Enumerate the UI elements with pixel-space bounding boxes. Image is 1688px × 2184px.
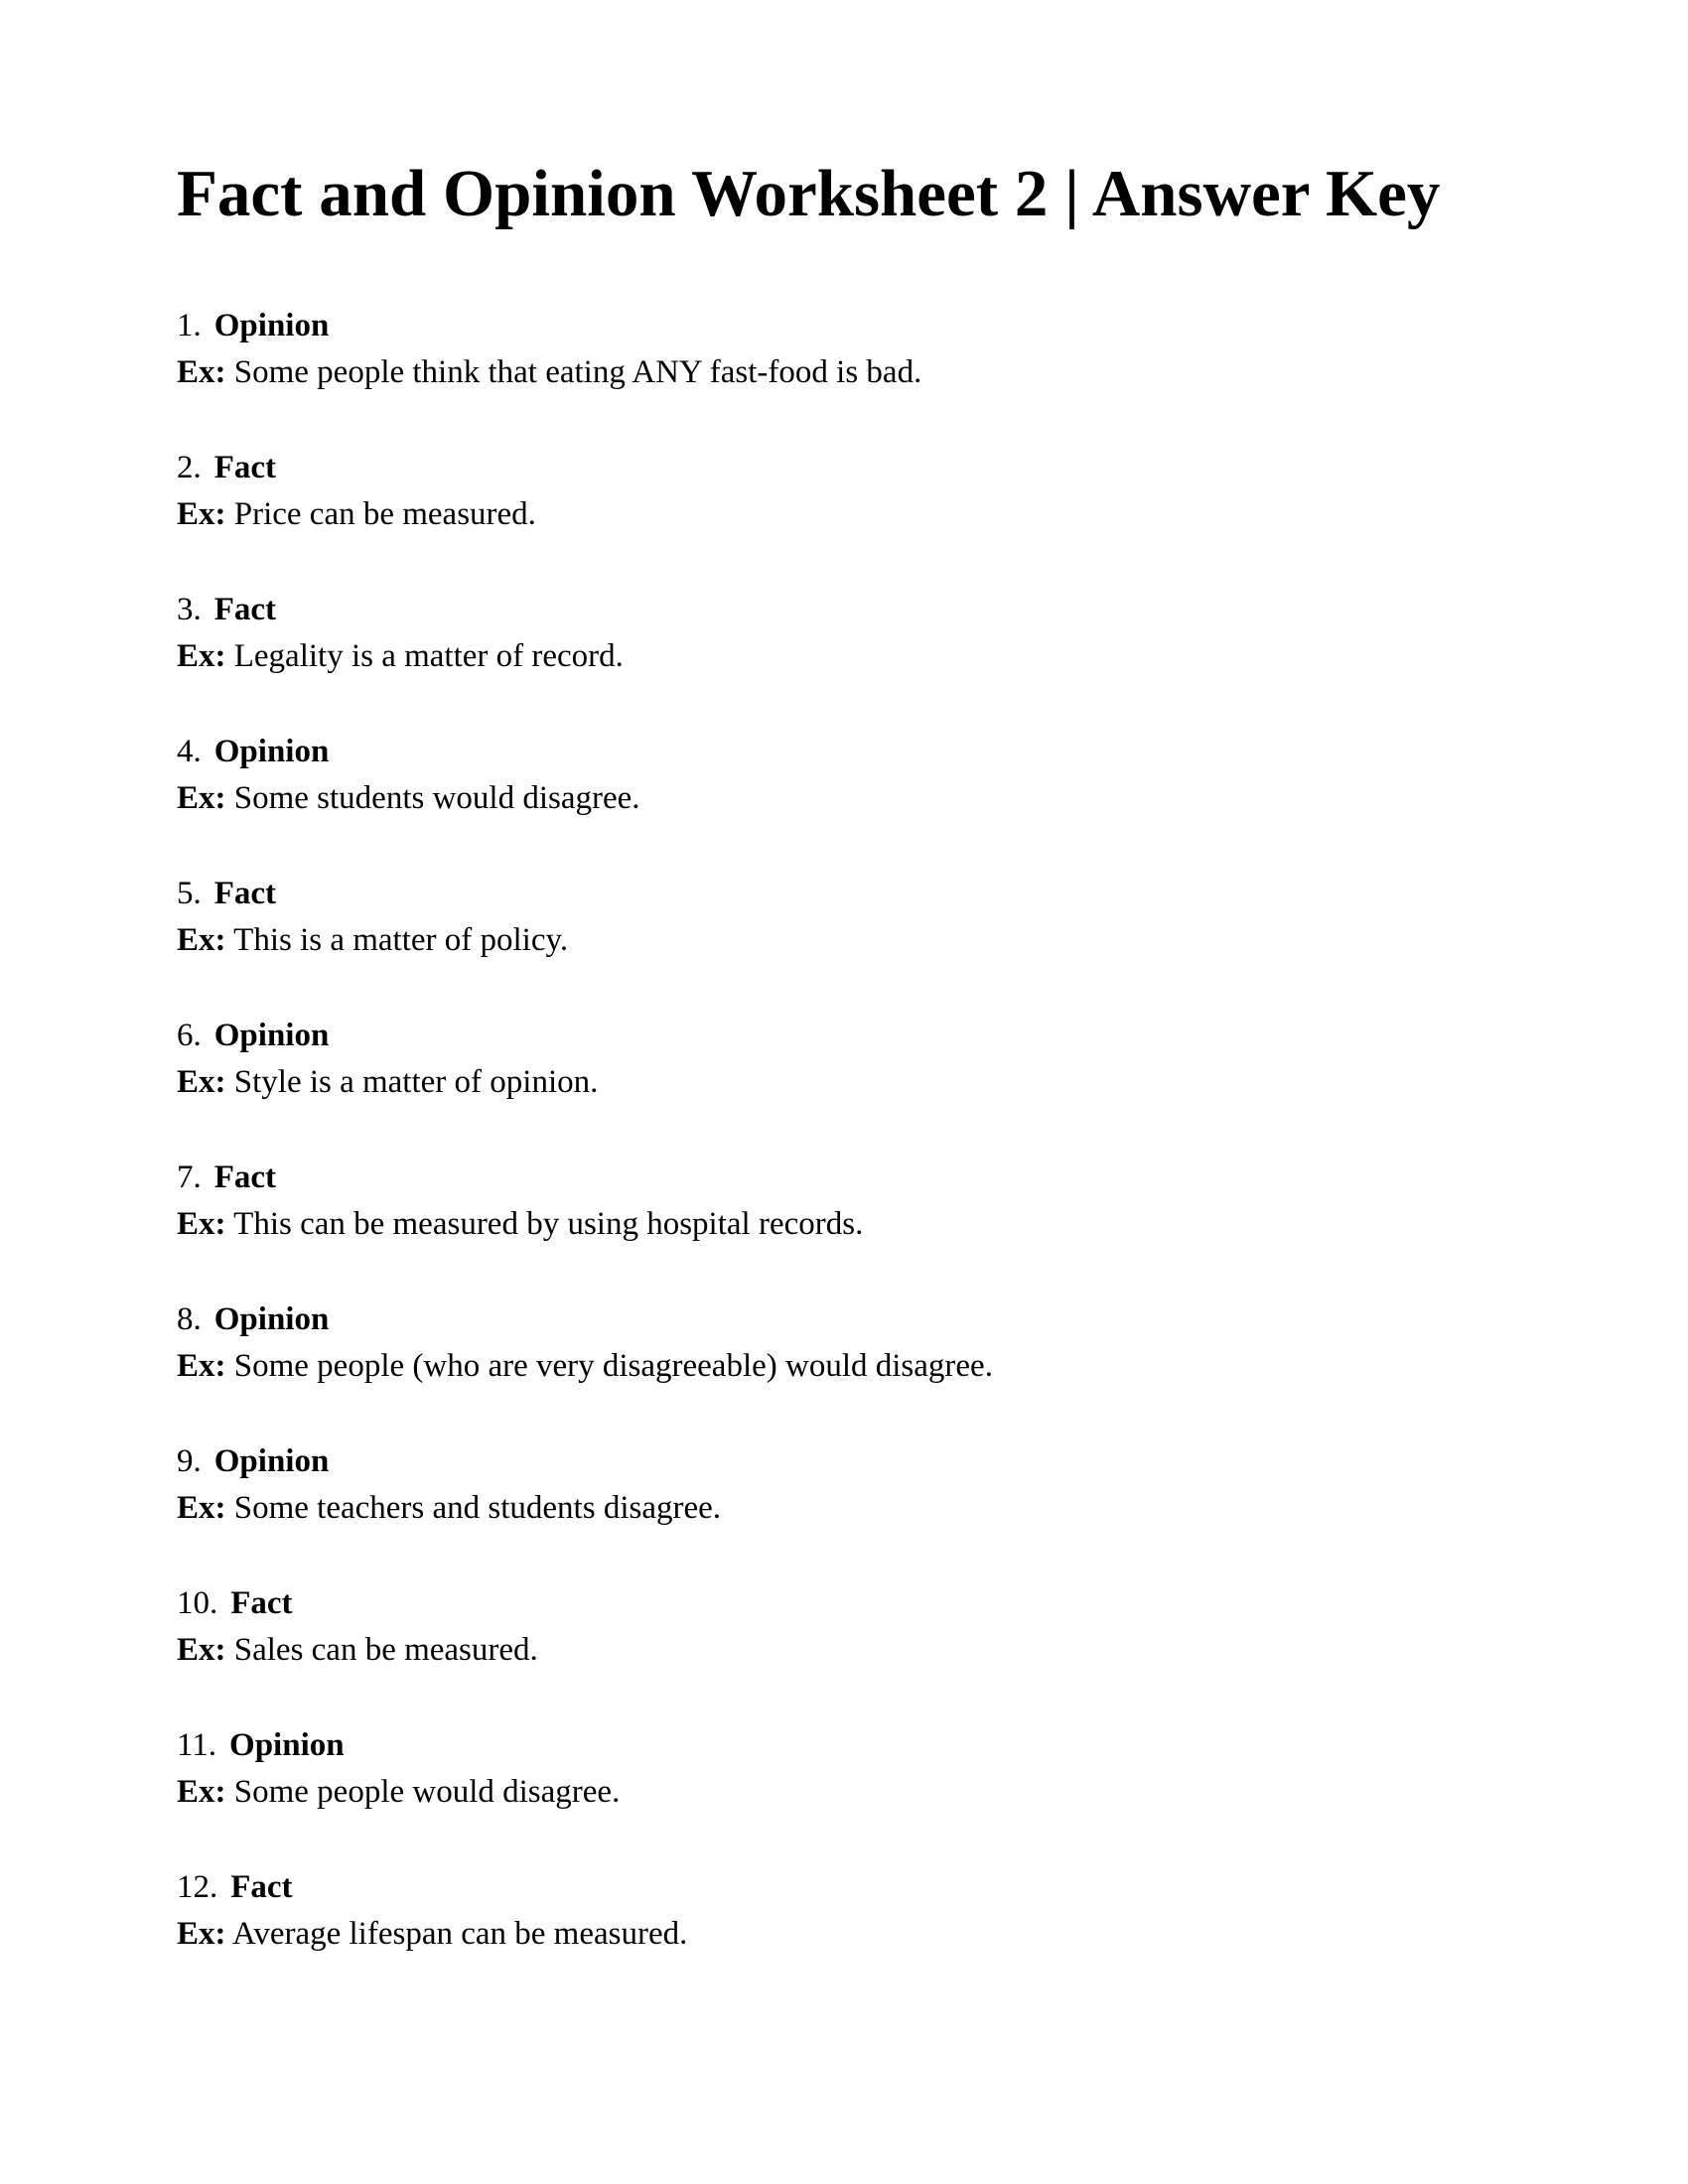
example-text: Sales can be measured. [233,1632,538,1669]
example-text: Some students would disagree. [233,780,640,817]
answer-label: Fact [213,1160,277,1196]
item-number: 4. [177,734,202,770]
item-number: 8. [177,1301,202,1338]
answer-item [177,1722,1569,1816]
item-heading [177,1155,1569,1201]
ex-label: Ex: [177,1632,226,1669]
example-text: This is a matter of policy. [233,922,569,959]
answer-item [177,871,1569,964]
item-example [177,1911,1569,1958]
item-example [177,917,1569,964]
item-heading [177,1297,1569,1343]
item-heading [177,1722,1569,1769]
example-text: Some people would disagree. [233,1774,621,1811]
answer-label: Opinion [213,1301,330,1338]
item-heading [177,1580,1569,1627]
answer-label: Opinion [213,1018,330,1054]
ex-label: Ex: [177,1490,226,1527]
item-heading [177,1013,1569,1059]
ex-label: Ex: [177,780,226,817]
answer-label: Fact [213,876,277,912]
item-example [177,1059,1569,1106]
answer-item [177,1438,1569,1532]
example-text: Average lifespan can be measured. [231,1916,688,1953]
example-text: This can be measured by using hospital records. [233,1206,864,1243]
ex-label: Ex: [177,922,226,959]
page-title: Fact and Opinion Worksheet 2 | Answer Key [177,157,1441,230]
answer-item [177,1013,1569,1106]
item-example [177,633,1569,680]
answer-label: Opinion [229,1727,345,1764]
item-heading [177,587,1569,633]
example-text: Some people (who are very disagreeable) would disagree. [233,1348,993,1385]
answer-item [177,445,1569,538]
ex-label: Ex: [177,354,226,391]
example-text: Legality is a matter of record. [233,638,624,675]
answer-label: Fact [213,592,277,628]
answer-item [177,587,1569,680]
answer-item [177,1580,1569,1674]
item-number: 1. [177,308,202,344]
answer-label: Fact [213,450,277,486]
item-number: 3. [177,592,202,628]
item-example [177,491,1569,538]
answer-label: Opinion [213,734,330,770]
item-heading [177,445,1569,491]
answer-item [177,1864,1569,1958]
answer-item [177,303,1569,396]
answer-item [177,1297,1569,1390]
item-example [177,1485,1569,1532]
item-example [177,1343,1569,1390]
item-number: 6. [177,1018,202,1054]
ex-label: Ex: [177,638,226,675]
ex-label: Ex: [177,1348,226,1385]
example-text: Some people think that eating ANY fast-food is bad. [233,354,922,391]
answer-item [177,729,1569,822]
ex-label: Ex: [177,1064,226,1101]
item-heading [177,1864,1569,1911]
example-text: Style is a matter of opinion. [233,1064,599,1101]
answer-label: Fact [230,1869,293,1906]
item-heading [177,871,1569,917]
example-text: Some teachers and students disagree. [233,1490,722,1527]
item-example [177,1201,1569,1248]
answer-label: Opinion [213,308,330,344]
item-number: 11. [177,1727,217,1764]
item-number: 9. [177,1443,202,1480]
example-text: Price can be measured. [233,496,536,533]
item-heading [177,729,1569,775]
answer-label: Opinion [213,1443,330,1480]
item-number: 7. [177,1160,202,1196]
item-example [177,1769,1569,1816]
ex-label: Ex: [177,1206,226,1243]
item-number: 5. [177,876,202,912]
item-heading [177,1438,1569,1485]
ex-label: Ex: [177,1916,226,1953]
item-example [177,349,1569,396]
item-number: 10. [177,1585,218,1622]
item-example [177,1627,1569,1674]
item-example [177,775,1569,822]
ex-label: Ex: [177,496,226,533]
answer-item [177,1155,1569,1248]
ex-label: Ex: [177,1774,226,1811]
answer-label: Fact [230,1585,293,1622]
item-heading [177,303,1569,349]
item-number: 2. [177,450,202,486]
item-number: 12. [177,1869,218,1906]
